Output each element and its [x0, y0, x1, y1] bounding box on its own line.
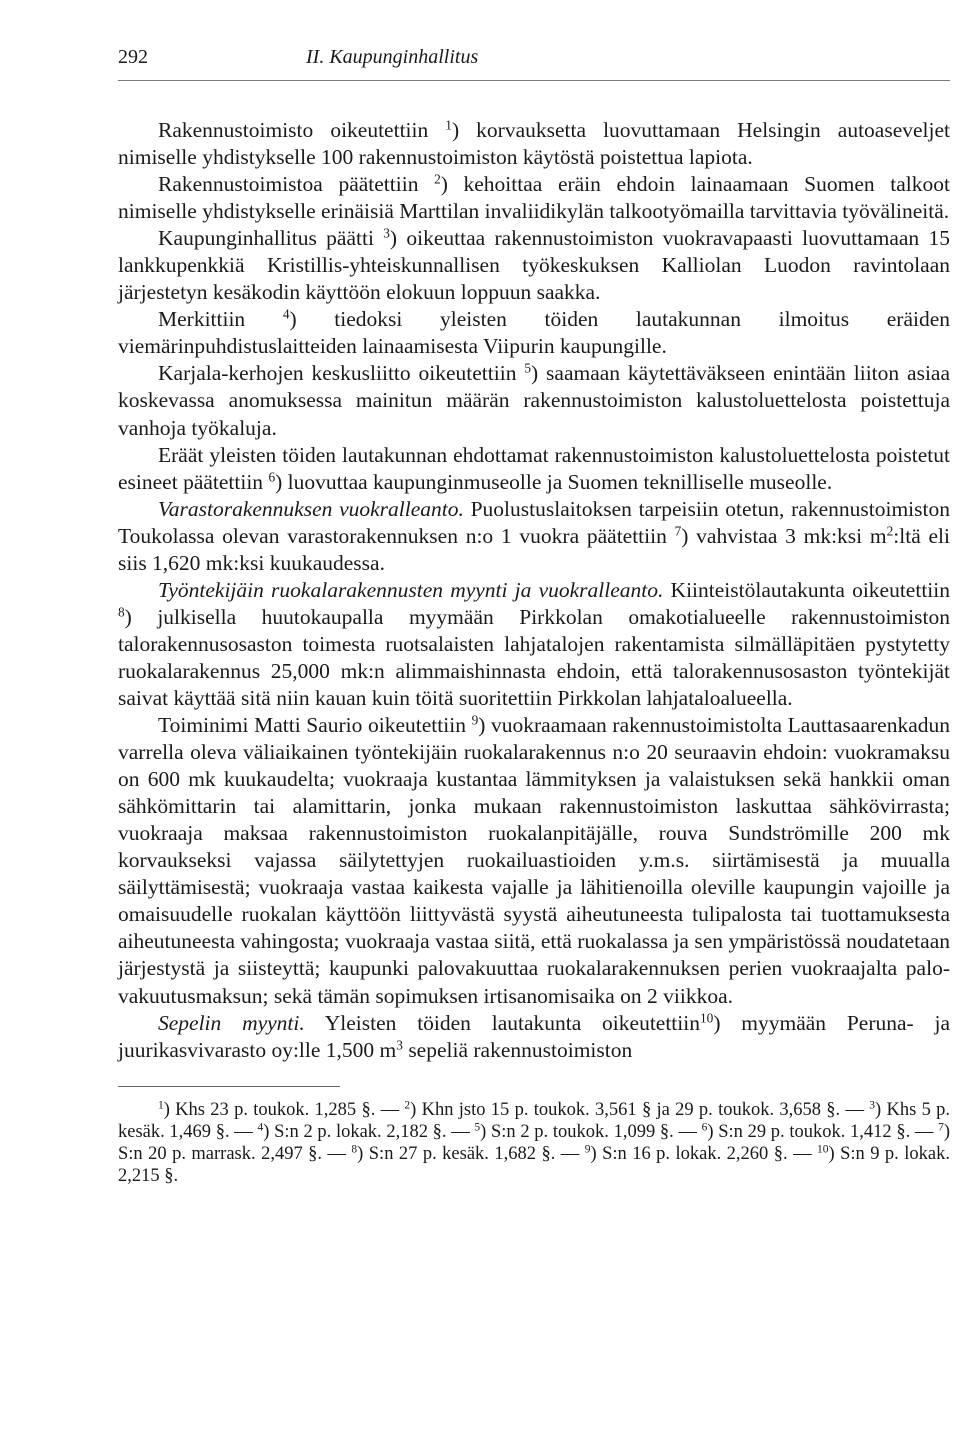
footnote-reference: 9 — [584, 1143, 591, 1156]
text-run: Rakennustoimisto oikeutettiin — [158, 118, 446, 142]
footnote-reference: 8 — [118, 604, 125, 620]
paragraph — [118, 712, 950, 1010]
footnote-reference: 5 — [524, 361, 531, 377]
text-run: Toiminimi Matti Saurio oikeutettiin — [158, 713, 472, 738]
text-run: Eräät yleisten töiden lautakunnan ehdottamat rakennustoimiston kalustoluettelosta poistetut esineet päätettiin — [118, 442, 950, 494]
paragraph — [118, 496, 950, 577]
text-run: Kiinteistölautakunta oikeutettiin — [663, 577, 950, 602]
text-run: ) saamaan käytettäväkseen enintään liiton asiaa koskevassa anomuksessa mainitun määrän rakennustoimiston kalustoluettelosta poistettuja vanhoja työkaluja. — [118, 361, 950, 440]
text-run: sepeliä rakennustoimiston — [402, 1037, 633, 1062]
text-run: ) julkisella huutokaupalla myymään Pirkkolan omakotialueelle rakennustoimiston talorakennusosaston toimesta ruotsalaisten lahjatalojen rakentamista silmälläpitäen pystytetty ruokalarakennus 25,000 mk:n alimmaishinnasta ehdoin, että talorakennusosaston työntekijät saivat käyttää sitä niin kauan kuin töitä suoritettiin Pirkkolan lahjataloalueella. — [118, 604, 950, 710]
paragraph — [118, 1010, 950, 1064]
text-run: ) Khs 5 p. kesäk. 1,469 §. — — [118, 1099, 950, 1142]
text-run: ) S:n 2 p. toukok. 1,099 §. — — [480, 1121, 702, 1142]
text-run: Merkittiin — [158, 307, 283, 332]
footnote-divider — [118, 1086, 340, 1087]
body-text — [118, 117, 950, 1064]
footnote-reference: 2 — [886, 523, 894, 539]
text-run: ) S:n 27 p. kesäk. 1,682 §. — — [357, 1143, 585, 1164]
text-run: ) korvauksetta luovuttamaan Helsingin autoaseveljet nimiselle yhdistykselle 100 rakennustoimiston käytöstä poistettua lapiota. — [118, 118, 950, 170]
footnote-reference: 3 — [869, 1099, 876, 1112]
text-run: Karjala-kerhojen keskusliitto oikeutettiin — [158, 361, 525, 386]
footnote-reference: 7 — [674, 523, 682, 539]
paragraph — [118, 225, 950, 306]
page-number: 292 — [118, 46, 148, 68]
document-page — [118, 46, 950, 1187]
footnote-reference: 1 — [445, 117, 452, 133]
footnote-reference: 3 — [396, 1037, 403, 1053]
section-heading: Varastorakennuksen vuokralleanto. — [158, 496, 464, 521]
text-run: ) S:n 29 p. toukok. 1,412 §. — — [707, 1121, 939, 1142]
text-run: Kaupunginhallitus päätti — [158, 226, 384, 251]
text-run: ) Khs 23 p. toukok. 1,285 §. — — [163, 1099, 405, 1120]
text-run: ) vahvistaa 3 mk:ksi m — [681, 523, 887, 548]
text-run: ) oikeuttaa rakennustoimiston vuokravapaasti luovuttamaan 15 lankkupenkkiä Kristillis-yhteiskunnallisen työkeskuksen Kalliolan Luodon ravintolaan järjestetyn kesäkodin käyttöön elokuun loppuun saakka. — [118, 226, 950, 305]
text-run: ) S:n 16 p. lokak. 2,260 §. — — [590, 1143, 818, 1164]
text-run: :ltä eli siis 1,620 mk:ksi kuukaudessa. — [118, 523, 950, 575]
text-run: ) Khn jsto 15 p. toukok. 3,561 § ja 29 p. toukok. 3,658 §. — — [410, 1099, 870, 1120]
paragraph — [118, 360, 950, 441]
footnote-reference: 2 — [404, 1099, 411, 1112]
running-header — [118, 46, 950, 81]
paragraph — [118, 442, 950, 496]
text-run: ) vuokraamaan rakennustoimistolta Lauttasaarenkadun varrella oleva väliaikainen työntekijäin ruokalarakennus n:o 20 seuraavin ehdoin: vuokramaksu on 600 mk kuukaudelta; vuokraaja kustantaa lämmityksen ja valaistuksen sekä hankkii oman sähkömittarin tai alamittarin, jonka mukaan rakennustoimiston laskuttaa sähkövirrasta; vuokraaja maksaa rakennustoimiston ruokalanpitäjälle, rouva Sundströmille 200 mk korvaukseksi vajassa säilytettyjen ruokailuastioiden y.m.s. siirtämisestä ja muualla säilyttämisestä; vuokraaja vastaa kaikesta vajalle ja lähitienoilla oleville kaupungin vajoille ja omaisuudelle ruokalan käyttöön liittyvästä syystä aiheutuneesta tulipalosta tai tuottamuksesta aiheutuneesta vahingosta; vuokraaja vastaa siitä, että ruokalassa ja sen ympäristössä noudatetaan järjestystä ja siisteyttä; kaupunki palovakuuttaa ruokalarakennuksen perien vuokraajalta palovakuutusmaksun; sekä tämän sopimuksen irtisanomisaika on 2 viikkoa. — [118, 713, 950, 1008]
paragraph — [118, 171, 950, 225]
footnote-reference: 4 — [257, 1121, 264, 1134]
paragraph — [118, 577, 950, 712]
footnote-reference: 2 — [434, 171, 441, 187]
footnote-reference: 6 — [701, 1121, 708, 1134]
footnote-reference: 7 — [938, 1121, 944, 1134]
section-heading: Sepelin myynti. — [158, 1010, 305, 1035]
text-run: ) luovuttaa kaupunginmuseolle ja Suomen teknilliselle museolle. — [275, 469, 833, 494]
paragraph — [118, 117, 950, 171]
footnote-reference: 9 — [471, 712, 479, 728]
footnote-reference: 1 — [158, 1099, 164, 1112]
footnote-reference: 10 — [699, 1010, 714, 1026]
text-run: ) S:n 20 p. marrask. 2,497 §. — — [118, 1121, 951, 1164]
text-run: ) myymään Peruna- ja juurikasvivarasto oy:lle 1,500 m — [118, 1010, 950, 1062]
text-run: Puolustuslaitoksen tarpeisiin otetun, rakennustoimiston Toukolassa olevan varastorakennuksen n:o 1 vuokra päätettiin — [118, 496, 950, 548]
text-run: ) kehoittaa eräin ehdoin lainaamaan Suomen talkoot nimiselle yhdistykselle erinäisiä Marttilan invaliidikylän talkootyömailla tarvittavia työvälineitä. — [118, 172, 950, 224]
footnote-reference: 10 — [817, 1143, 829, 1156]
text-run: Yleisten töiden lautakunta oikeutettiin — [304, 1010, 700, 1035]
footnote-reference: 3 — [383, 225, 390, 241]
text-run: ) S:n 2 p. lokak. 2,182 §. — — [263, 1121, 475, 1142]
text-run: Rakennustoimistoa päätettiin — [158, 172, 435, 197]
footnote-reference: 8 — [351, 1143, 358, 1156]
text-run: ) S:n 9 p. lokak. 2,215 §. — [118, 1143, 950, 1186]
running-title: II. Kaupunginhallitus — [306, 46, 479, 68]
text-run: ) tiedoksi yleisten töiden lautakunnan ilmoitus eräiden viemärinpuhdistuslaitteiden lainaamisesta Viipurin kaupungille. — [118, 307, 951, 359]
paragraph — [118, 306, 950, 360]
footnotes — [118, 1099, 950, 1187]
footnote-reference: 4 — [282, 307, 290, 322]
section-heading: Työntekijäin ruokalarakennusten myynti ja vuokralleanto. — [158, 577, 664, 602]
footnote-reference: 6 — [268, 469, 276, 485]
footnote-reference: 5 — [474, 1121, 481, 1134]
